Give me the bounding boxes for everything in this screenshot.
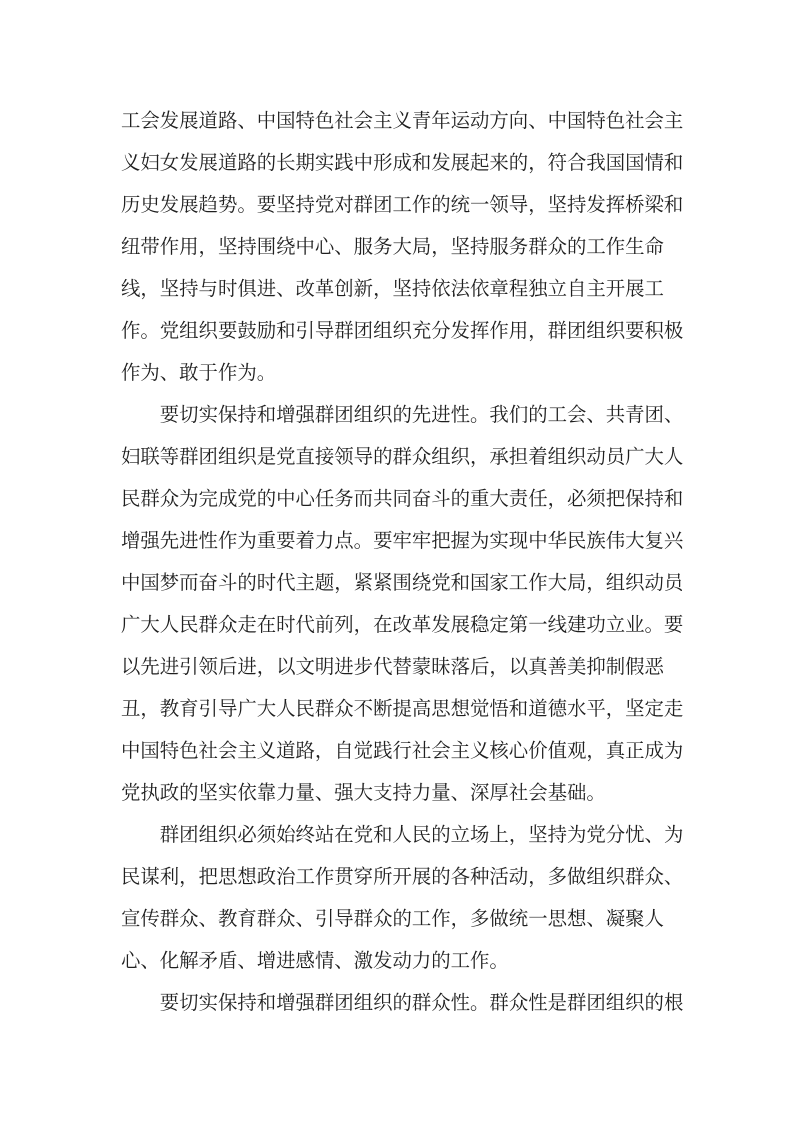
paragraph bbox=[121, 100, 721, 394]
text-line: 工会发展道路、中国特色社会主义青年运动方向、中国特色社会主 bbox=[121, 110, 684, 132]
text-line: 党执政的坚实依靠力量、强大支持力量、深厚社会基础。 bbox=[121, 782, 606, 804]
text-line: 中国梦而奋斗的时代主题，紧紧围绕党和国家工作大局，组织动员 bbox=[121, 572, 684, 594]
paragraph bbox=[121, 394, 721, 814]
text-line: 宣传群众、教育群众、引导群众的工作，多做统一思想、凝聚人 bbox=[121, 908, 664, 930]
text-line: 民谋利，把思想政治工作贯穿所开展的各种活动，多做组织群众、 bbox=[121, 866, 684, 888]
text-line: 中国特色社会主义道路，自觉践行社会主义核心价值观，真正成为 bbox=[121, 740, 684, 762]
text-line: 作为、敢于作为。 bbox=[121, 362, 277, 384]
text-line: 要切实保持和增强群团组织的先进性。我们的工会、共青团、 bbox=[159, 404, 684, 426]
document-text-block bbox=[121, 100, 721, 1024]
text-line: 广大人民群众走在时代前列，在改革发展稳定第一线建功立业。要 bbox=[121, 614, 684, 636]
text-line: 作。党组织要鼓励和引导群团组织充分发挥作用，群团组织要积极 bbox=[121, 320, 684, 342]
text-line: 要切实保持和增强群团组织的群众性。群众性是群团组织的根 bbox=[159, 992, 684, 1014]
text-line: 历史发展趋势。要坚持党对群团工作的统一领导，坚持发挥桥梁和 bbox=[121, 194, 684, 216]
text-line: 群团组织必须始终站在党和人民的立场上，坚持为党分忧、为 bbox=[159, 824, 684, 846]
text-line: 义妇女发展道路的长期实践中形成和发展起来的，符合我国国情和 bbox=[121, 152, 684, 174]
text-line: 丑，教育引导广大人民群众不断提高思想觉悟和道德水平，坚定走 bbox=[121, 698, 684, 720]
text-line: 以先进引领后进，以文明进步代替蒙昧落后，以真善美抑制假恶 bbox=[121, 656, 664, 678]
text-line: 心、化解矛盾、增进感情、激发动力的工作。 bbox=[121, 950, 509, 972]
text-line: 妇联等群团组织是党直接领导的群众组织，承担着组织动员广大人 bbox=[121, 446, 684, 468]
paragraph bbox=[121, 814, 721, 982]
text-line: 增强先进性作为重要着力点。要牢牢把握为实现中华民族伟大复兴 bbox=[121, 530, 684, 552]
text-line: 纽带作用，坚持围绕中心、服务大局，坚持服务群众的工作生命 bbox=[121, 236, 664, 258]
paragraph bbox=[121, 982, 721, 1024]
text-line: 民群众为完成党的中心任务而共同奋斗的重大责任，必须把保持和 bbox=[121, 488, 684, 510]
text-line: 线，坚持与时俱进、改革创新，坚持依法依章程独立自主开展工 bbox=[121, 278, 664, 300]
